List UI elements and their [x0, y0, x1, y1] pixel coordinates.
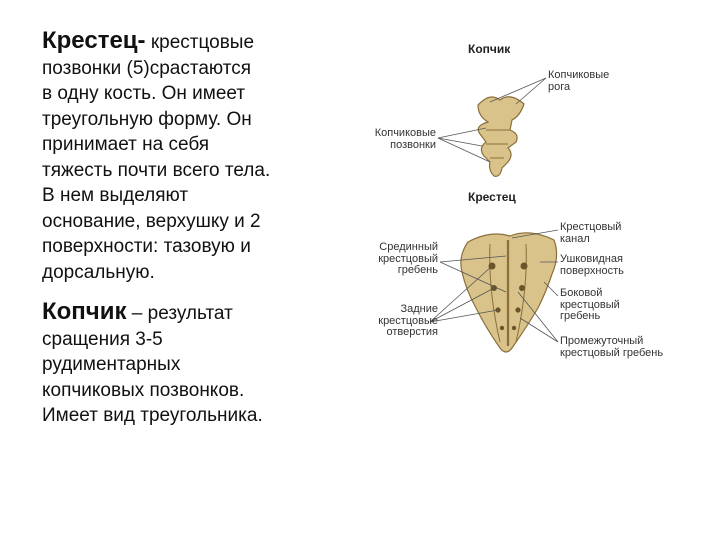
- text-column: [42, 28, 332, 429]
- coccyx-bone: [478, 97, 524, 177]
- label-median-crest: Срединный крестцовый гребень: [378, 241, 438, 276]
- label-intermediate-crest: Промежуточный крестцовый гребень: [560, 335, 664, 359]
- coccyx-term: Копчик: [42, 298, 127, 325]
- sacrum-term: Крестец-: [42, 27, 146, 54]
- sacrum-bone: [461, 233, 557, 352]
- label-coccyx-vertebrae: Копчиковые позвонки: [374, 127, 436, 151]
- sacrum-title: Крестец: [468, 190, 516, 204]
- label-lateral-crest: Боковой крестцовый гребень: [560, 287, 620, 322]
- label-posterior-foramina: Задние крестцовые отверстия: [378, 303, 438, 338]
- label-sacral-canal: Крестцовый канал: [560, 221, 622, 245]
- label-coccyx-horns: Копчиковые рога: [548, 69, 610, 93]
- coccyx-paragraph: Копчик – результат сращения 3-5 рудиментарных копчиковых позвонков. Имеет вид треугольника.: [42, 298, 263, 426]
- coccyx-title: Копчик: [468, 42, 511, 56]
- sacrum-paragraph: Крестец- крестцовые позвонки (5)срастаются в одну кость. Он имеет треугольную форму. Он принимает на себя тяжесть почти всего тела. В нем выделяют основание, верхушку и 2 поверхности: тазовую и дорсальную.: [42, 27, 271, 283]
- label-auricular-surface: Ушковидная поверхность: [560, 253, 624, 277]
- anatomy-figure: [340, 30, 720, 370]
